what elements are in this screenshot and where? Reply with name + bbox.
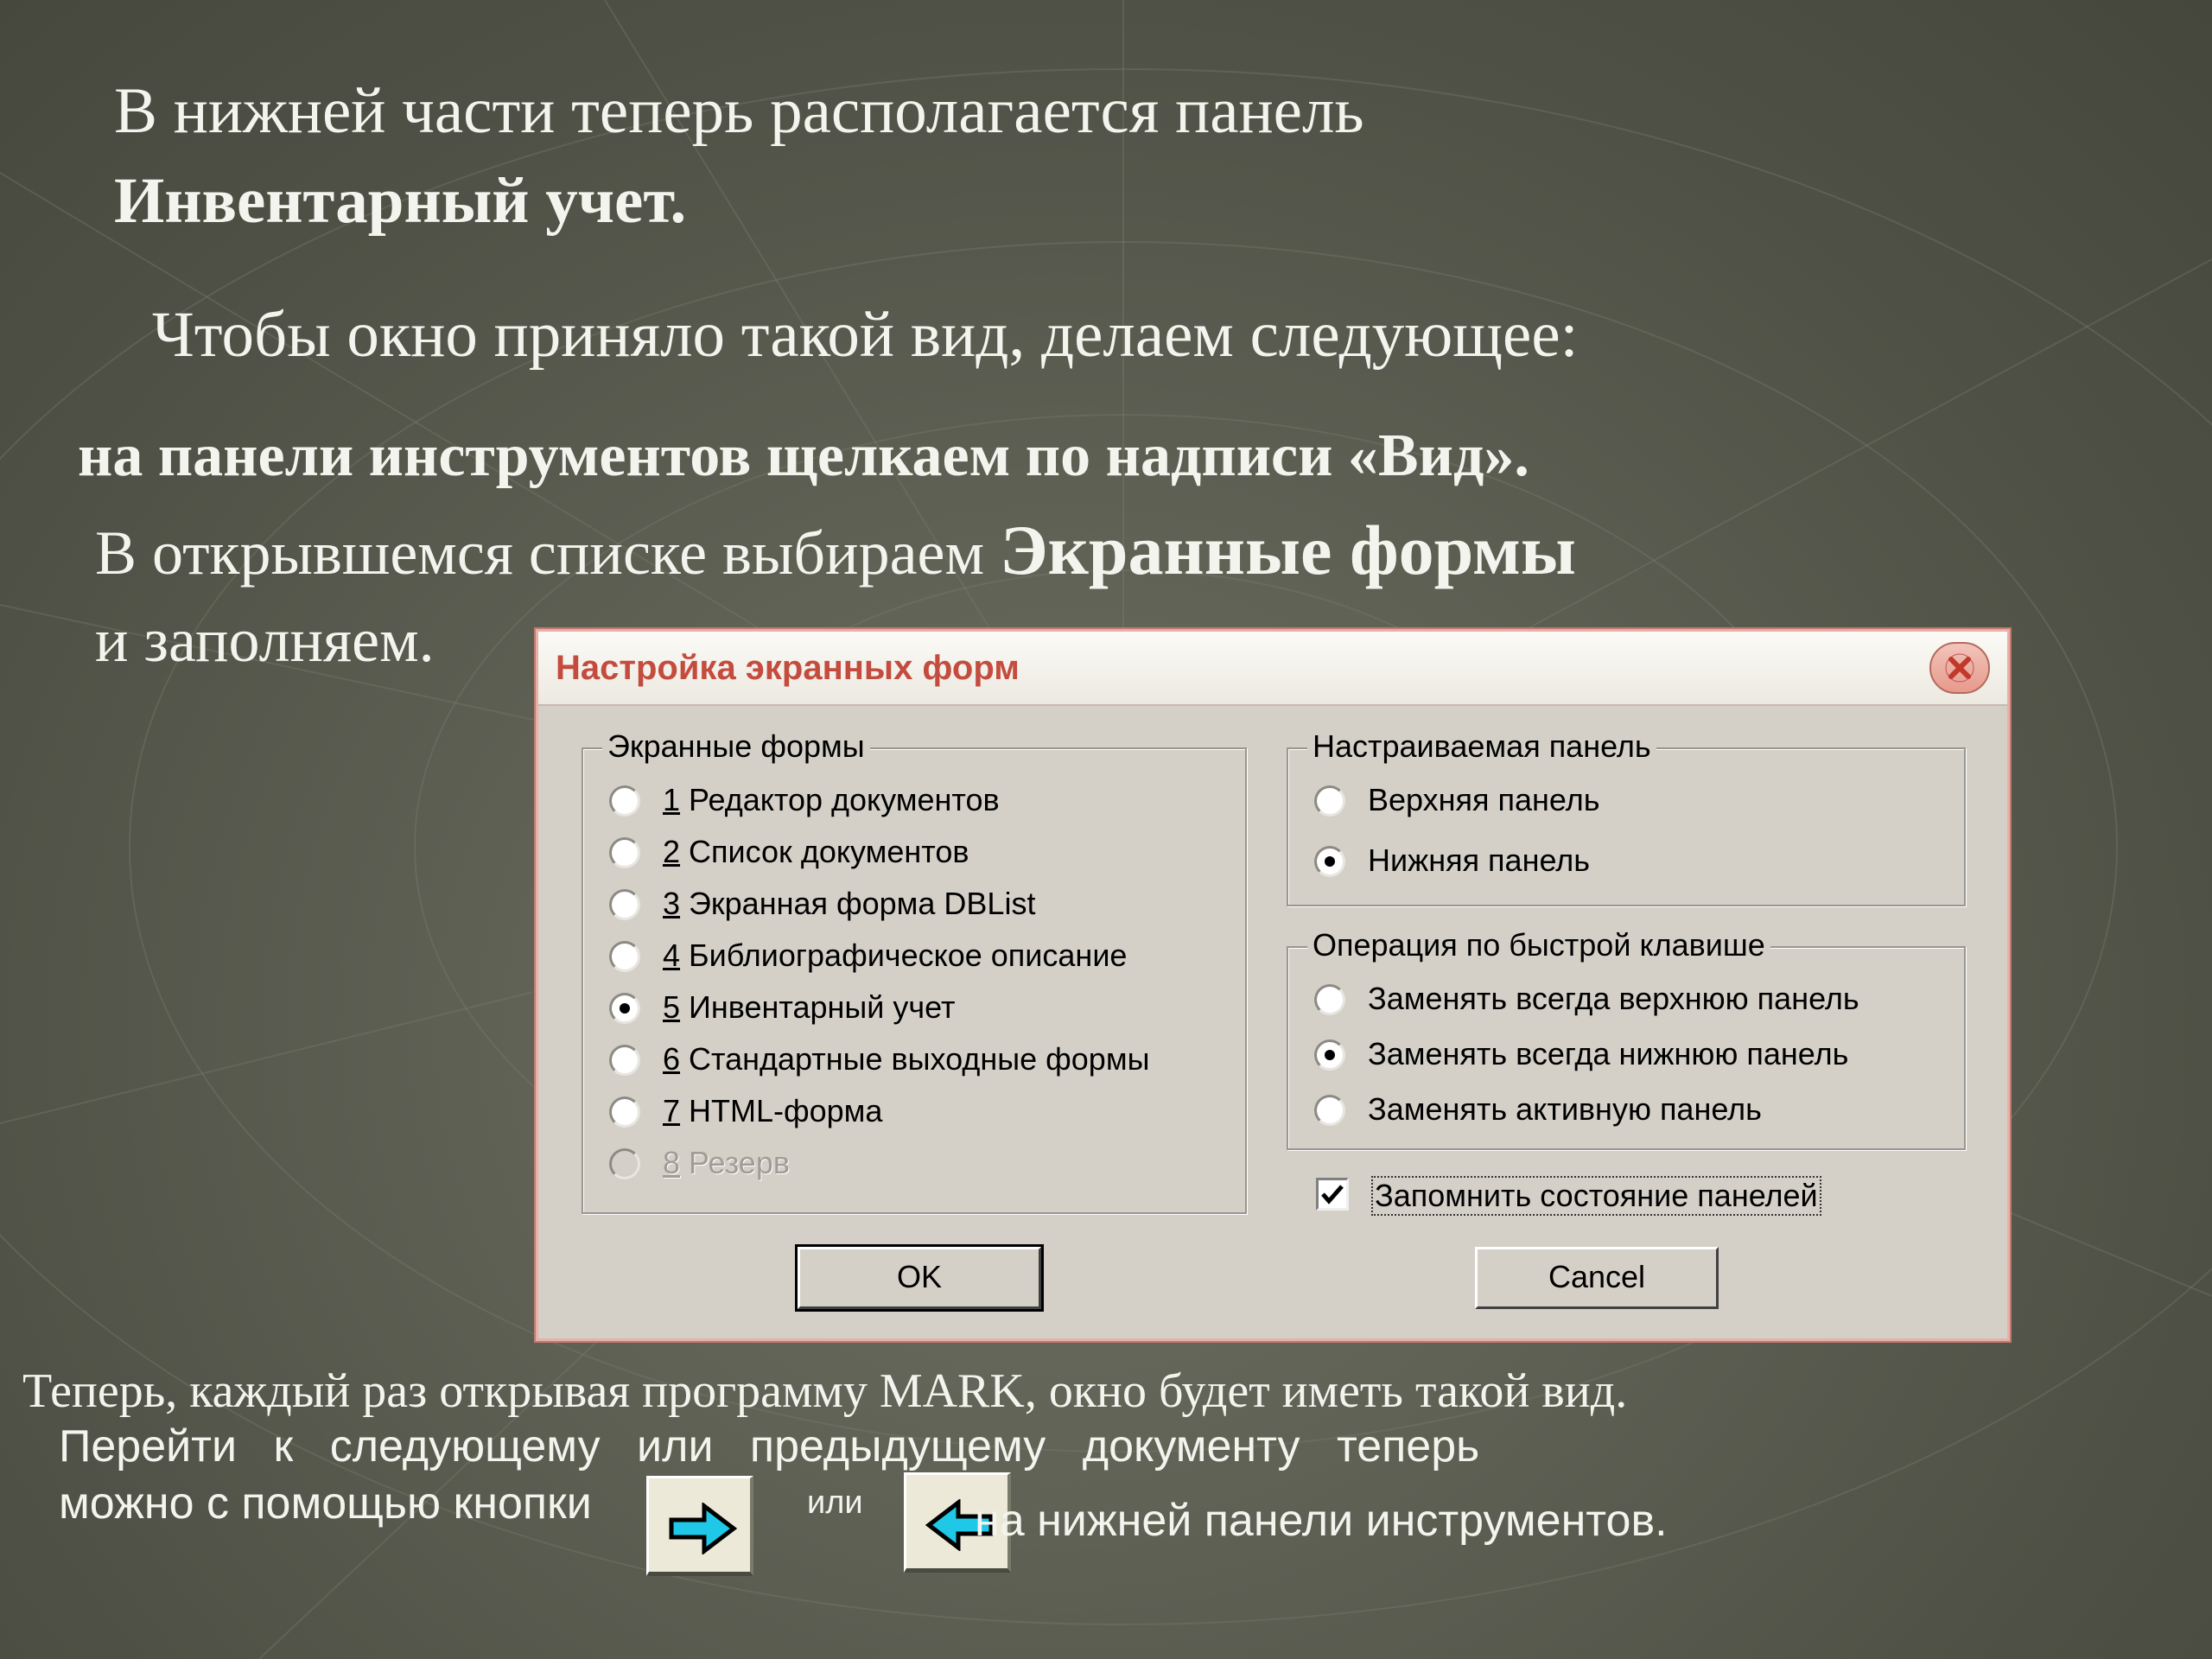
custom-panel-group [1287,728,1966,906]
slide-text-line-9: можно с помощью кнопки [59,1478,592,1529]
radio-label [663,938,1127,974]
or-label: или [807,1484,863,1521]
slide-text-line-7: Теперь, каждый раз открывая программу MARK, окно будет иметь такой вид. [22,1364,1628,1418]
slide-text-line-5-bold: Экранные формы [1000,511,1576,589]
radio-label-text: Библиографическое описание [680,938,1128,973]
slide-text-line-4: на панели инструментов щелкаем по надписи «Вид». [78,423,1529,489]
radio-label-text: HTML-форма [680,1093,883,1128]
hotkey-operation-group [1287,927,1966,1150]
radio-label [663,989,955,1026]
slide-text-line-3: Чтобы окно приняло такой вид, делаем следующее: [152,299,1579,371]
cancel-button[interactable]: Cancel [1475,1247,1719,1309]
hotkey-operation-legend: Операция по быстрой клавише [1307,927,1770,963]
screen-forms-settings-dialog [536,629,2010,1341]
radio-button[interactable] [1314,846,1345,877]
arrow-right-icon [668,1503,737,1554]
radio-label [663,1093,882,1129]
dialog-title: Настройка экранных форм [556,649,1020,687]
radio-label: Заменять всегда нижнюю панель [1368,1036,1849,1071]
radio-hotkey-number: 4 [663,938,681,973]
radio-label: Заменять всегда верхнюю панель [1368,981,1859,1016]
radio-label-text: Список документов [680,834,969,869]
radio-label-text: Инвентарный учет [680,989,956,1025]
slide-text-line-5 [95,510,1576,591]
radio-button [609,1148,640,1179]
radio-button[interactable] [609,785,640,817]
slide-text-line-2: Инвентарный учет. [114,165,687,237]
slide-text-line-6: и заполняем. [95,606,435,675]
checkbox-box[interactable] [1316,1178,1349,1211]
radio-label [663,1041,1149,1077]
radio-hotkey-number: 8 [663,1145,681,1180]
close-icon [1944,652,1975,683]
radio-button[interactable] [1314,1039,1345,1071]
radio-label-text: Резерв [680,1145,790,1180]
radio-label [663,834,969,870]
radio-label [663,782,1000,818]
radio-label-text: Редактор документов [680,782,1000,817]
radio-hotkey-number: 5 [663,989,681,1025]
radio-hotkey-number: 1 [663,782,681,817]
close-button[interactable] [1929,642,1990,694]
radio-hotkey-number: 7 [663,1093,681,1128]
slide-text-line-10: на нижней панели инструментов. [975,1496,1668,1546]
slide-text-line-8: Перейти к следующему или предыдущему документу теперь [59,1421,1480,1471]
radio-label: Нижняя панель [1368,842,1591,878]
radio-hotkey-number: 6 [663,1041,681,1077]
next-document-button[interactable] [646,1476,753,1576]
radio-label-text: Стандартные выходные формы [680,1041,1150,1077]
dialog-titlebar[interactable] [538,632,2007,706]
checkmark-icon [1319,1181,1346,1209]
radio-label [663,886,1035,922]
slide-text-line-1: В нижней части теперь располагается панель [114,75,1364,147]
screen-forms-group [582,728,1247,1214]
custom-panel-legend: Настраиваемая панель [1307,728,1656,765]
radio-button[interactable] [609,837,640,868]
radio-button[interactable] [609,941,640,972]
radio-label: Заменять активную панель [1368,1091,1762,1127]
ok-button[interactable]: OK [798,1247,1041,1309]
radio-button[interactable] [609,889,640,920]
radio-button[interactable] [1314,1095,1345,1126]
radio-button[interactable] [609,1045,640,1076]
screen-forms-legend: Экранные формы [602,728,870,765]
radio-label-text: Экранная форма DBList [680,886,1036,921]
radio-label [663,1145,790,1181]
radio-hotkey-number: 2 [663,834,681,869]
radio-label: Верхняя панель [1368,782,1600,817]
radio-button[interactable] [609,993,640,1024]
remember-panels-label: Запомнить состояние панелей [1371,1176,1821,1216]
radio-button[interactable] [609,1096,640,1128]
radio-button[interactable] [1314,785,1345,817]
radio-hotkey-number: 3 [663,886,681,921]
radio-button[interactable] [1314,984,1345,1015]
slide-text-line-5-plain: В открывшемся списке выбираем [95,518,1001,588]
